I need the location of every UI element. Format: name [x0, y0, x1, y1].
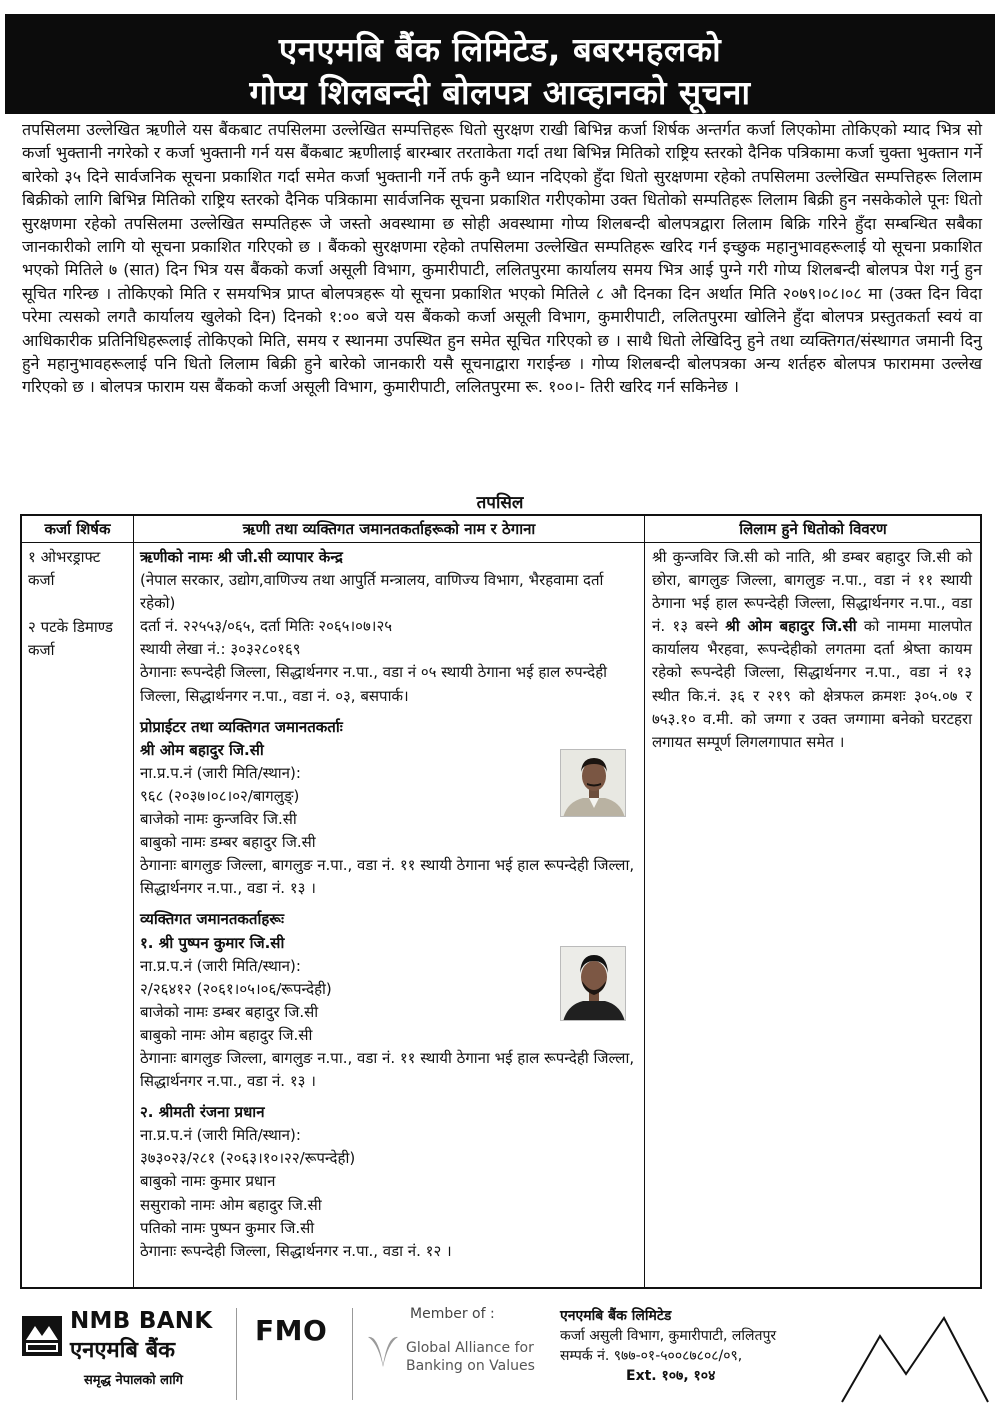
details-table: [20, 514, 982, 1289]
collateral-text-part1: श्री कुन्जविर जि.सी को नाति, श्री डम्बर बहादुर जि.सी को छोरा, बागलुङ जिल्ला, बागलुङ न.पा., वडा नं ११ स्थायी ठेगाना भई हाल रूपन्देही जिल्ला, सिद्धार्थनगर न.पा., वडा नं. १३ बस्ने: [652, 548, 972, 636]
collateral-text-part2: को नाममा मालपोत कार्यालय भैरहवा, रूपन्देहीको लगतमा दर्ता श्रेष्ता कायम रहेको रूपन्देही जिल्ला, सिद्धार्थनगर न.पा., वडा नं १३ स्थीत कि.नं. ३६ र २१९ को क्षेत्रफल क्रमशः ३०५.०७ र ७५३.१० व.मी. को जग्गा र उक्त जग्गामा बनेको घरटहरा लगायत सम्पूर्ण लिगलगापात समेत ।: [652, 617, 972, 751]
proprietor-line: ९६८ (२०३७।०८।०२/बागलुङ्): [140, 786, 300, 805]
borrower-line: स्थायी लेखा नं.: ३०३२८०१६९: [140, 640, 301, 659]
nmb-tagline: समृद्ध नेपालको लागि: [84, 1373, 183, 1388]
proprietor-heading: प्रोप्राईटर तथा व्यक्तिगत जमानतकर्ताः: [140, 717, 343, 736]
contact-title: एनएमबि बैंक लिमिटेड: [560, 1308, 672, 1324]
column-divider: [133, 516, 134, 1287]
borrower-line: दर्ता नं. २२५५३/०६५, दर्ता मितिः २०६५।०७।२५: [140, 617, 393, 636]
proprietor-name: श्री ओम बहादुर जि.सी: [140, 740, 264, 759]
guarantor1-line: २/२६४१२ (२०६१।०५।०६/रूपन्देही): [140, 979, 332, 998]
table-caption: तपसिल: [476, 493, 524, 513]
guarantor1-photo: [560, 946, 626, 1021]
nmb-bank-name-np: एनएमबि बैंक: [70, 1338, 176, 1363]
gabv-icon: [366, 1333, 400, 1373]
borrower-line: (नेपाल सरकार, उद्योग,वाणिज्य तथा आपुर्ति मन्त्रालय, वाणिज्य विभाग, भैरहवामा दर्ता रहेको): [140, 571, 604, 613]
proprietor-photo: [560, 749, 626, 817]
member-of-label: Member of :: [410, 1306, 495, 1322]
contact-block: [560, 1306, 776, 1386]
footer-divider: [236, 1308, 237, 1400]
contact-department: कर्जा असुली विभाग, कुमारीपाटी, ललितपुर: [560, 1328, 777, 1344]
header-title-line2: गोप्य शिलबन्दी बोलपत्र आव्हानको सूचना: [249, 73, 751, 112]
collateral-owner: श्री ओम बहादुर जि.सी: [725, 617, 857, 636]
guarantor2-line: ससुराको नामः ओम बहादुर जि.सी: [140, 1195, 322, 1214]
contact-extension: Ext. १०७, १०४: [626, 1368, 716, 1384]
header-title-line1: एनएमबि बैंक लिमिटेड, बबरमहलको: [278, 30, 722, 69]
guarantors-heading: व्यक्तिगत जमानतकर्ताहरूः: [140, 910, 284, 929]
loan-type-cell: [28, 546, 130, 662]
guarantor1-name: १. श्री पुष्पन कुमार जि.सी: [140, 933, 285, 952]
col-header-loan-type: कर्जा शिर्षक: [44, 520, 111, 538]
guarantor2-name: २. श्रीमती रंजना प्रधान: [140, 1103, 265, 1122]
mountain-icon: [840, 1312, 990, 1408]
notice-header: [5, 14, 995, 114]
gabv-name: [406, 1339, 535, 1375]
guarantor2-line: बाबुको नामः कुमार प्रधान: [140, 1172, 276, 1191]
guarantor1-line: बाबुको नामः ओम बहादुर जि.सी: [140, 1025, 313, 1044]
borrower-line: ठेगानाः रूपन्देही जिल्ला, सिद्धार्थनगर न.पा., वडा नं ०५ स्थायी ठेगाना भई हाल रुपन्देही जिल्ला, सिद्धार्थनगर न.पा., वडा नं. ०३, बसपार्क।: [140, 663, 608, 705]
borrower-heading: ऋणीको नामः श्री जी.सी व्यापार केन्द्र: [140, 548, 343, 566]
guarantor1-line: ना.प्र.प.नं (जारी मिति/स्थान):: [140, 956, 301, 975]
notice-body: तपसिलमा उल्लेखित ऋणीले यस बैंकबाट तपसिलमा उल्लेखित सम्पत्तिहरू धितो सुरक्षण राखी बिभिन्न कर्जा शिर्षक अन्तर्गत कर्जा लिएकोमा तोकिएको म्याद भित्र सो कर्जा भुक्तानी नगरेको र कर्जा भुक्तानी गर्न यस बैंकबाट ऋणीलाई बारम्बार तरताकेता गर्दा तथा बिभिन्न मितिको राष्ट्रिय स्तरको दैनिक पत्रिकामा कर्जा चुक्ता भुक्तान गर्ने बारेको ३५ दिने सार्वजनिक सूचना प्रकाशित गर्दा समेत कर्जा भुक्तानी गर्ने तर्फ कुनै ध्यान नदिएको हुँदा धितो सुरक्षणमा रहेको तपसिलमा उल्लेखित सम्पत्तिहरू लिलाम बिक्रीको लागि बिभिन्न मितिको राष्ट्रिय स्तरको दैनिक पत्रिकामा सार्वजनिक सूचना प्रकाशित गरीएकोमा उक्त धितोको सम्पतिहरू लिलाम बिक्री हुन नसकेकोले पूनः धितो सुरक्षणमा रहेको तपसिलमा उल्लेखित सम्पतिहरू जे जस्तो अवस्थामा छ सोही अवस्थामा गोप्य शिलबन्दी बोलपत्रद्वारा लिलाम बिक्रि गरिने हुँदा सम्बन्धित सबैका जानकारीको लागि यो सूचना प्रकाशित गरिएको छ । बैंकको सुरक्षणमा रहेको तपसिलमा उल्लेखित सम्पतिहरू खरिद गर्न इच्छुक महानुभावहरूलाई यो सूचना प्रकाशित भएको मितिले ७ (सात) दिन भित्र यस बैंकको कर्जा असूली विभाग, कुमारीपाटी, ललितपुरमा कार्यालय समय भित्र आई पुग्ने गरी गोप्य शिलबन्दी बोलपत्र पेश गर्नु हुन सूचित गरिन्छ । तोकिएको मिति र समयभित्र प्राप्त बोलपत्रहरू यो सूचना प्रकाशित भएको मितिले ८ औ दिनका दिन अर्थात मिति २०७९।०८।०८ मा (उक्त दिन विदा परेमा त्यसको लगतै कार्यालय खुलेको दिन) दिनको १:०० बजे यस बैंकको कर्जा असूली विभाग, कुमारीपाटी, ललितपुरमा खोलिने हुँदा बोलपत्र प्रस्तुतकर्ता स्वयं वा आधिकारीक प्रतिनिधिहरूलाई तोकिएको मिति, समय र स्थानमा उपस्थित हुन समेत सूचित गरिएको छ । साथै धितो लेखिदिनु हुने तथा व्यक्तिगत/संस्थागत जमानी दिनु हुने महानुभावहरूलाई पनि धितो लिलाम बिक्री हुने बारेको जानकारी यसै सूचनाद्वारा गराईन्छ । गोप्य शिलबन्दी बोलपत्रका अन्य शर्तहरु बोलपत्र फाराममा उल्लेख गरिएको छ । बोलपत्र फाराम यस बैंकको कर्जा असूली विभाग, कुमारीपाटी, ललितपुरमा रू. १००।- तिरी खरिद गर्न सकिनेछ ।: [22, 120, 982, 397]
guarantor2-line: ना.प्र.प.नं (जारी मिति/स्थान):: [140, 1126, 301, 1145]
footer: [0, 1300, 1000, 1416]
contact-phone: सम्पर्क नं. ९७७-०१-५००८७८०८/०९,: [560, 1348, 743, 1364]
column-divider: [644, 516, 645, 1287]
nmb-logo-icon: [22, 1316, 62, 1356]
col-header-borrower: ऋणी तथा व्यक्तिगत जमानतकर्ताहरूको नाम र ठेगाना: [242, 520, 536, 538]
nmb-bank-name-en: NMB BANK: [70, 1308, 213, 1334]
proprietor-line: ठेगानाः बागलुङ जिल्ला, बागलुङ न.पा., वडा नं. ११ स्थायी ठेगाना भई हाल रूपन्देही जिल्ला, सिद्धार्थनगर न.पा., वडा नं. १३ ।: [140, 856, 635, 898]
loan-type-overdraft: १ ओभरड्राफ्ट कर्जा: [28, 548, 101, 590]
header-divider: [22, 542, 980, 543]
gabv-line2: Banking on Values: [406, 1358, 535, 1374]
collateral-cell: [652, 546, 972, 754]
gabv-line1: Global Alliance for: [406, 1340, 534, 1356]
guarantor2-line: ३७३०२३/२८१ (२०६३।१०।२२/रूपन्देही): [140, 1149, 356, 1168]
col-header-collateral: लिलाम हुने धितोको विवरण: [739, 520, 887, 538]
fmo-logo: FMO: [255, 1314, 328, 1347]
guarantor1-line: ठेगानाः बागलुङ जिल्ला, बागलुङ न.पा., वडा नं. ११ स्थायी ठेगाना भई हाल रूपन्देही जिल्ला, सिद्धार्थनगर न.पा., वडा नं. १३ ।: [140, 1048, 635, 1091]
proprietor-line: बाबुको नामः डम्बर बहादुर जि.सी: [140, 833, 316, 852]
guarantor2-line: पतिको नामः पुष्पन कुमार जि.सी: [140, 1218, 315, 1237]
proprietor-line: ना.प्र.प.नं (जारी मिति/स्थान):: [140, 763, 301, 782]
proprietor-line: बाजेको नामः कुन्जविर जि.सी: [140, 810, 297, 829]
borrower-cell: [140, 546, 640, 1263]
guarantor1-line: बाजेको नामः डम्बर बहादुर जि.सी: [140, 1002, 319, 1021]
loan-type-demand: २ पटके डिमाण्ड कर्जा: [28, 618, 113, 660]
guarantor2-line: ठेगानाः रूपन्देही जिल्ला, सिद्धार्थनगर न.पा., वडा नं. १२ ।: [140, 1241, 452, 1260]
footer-divider: [352, 1308, 353, 1400]
